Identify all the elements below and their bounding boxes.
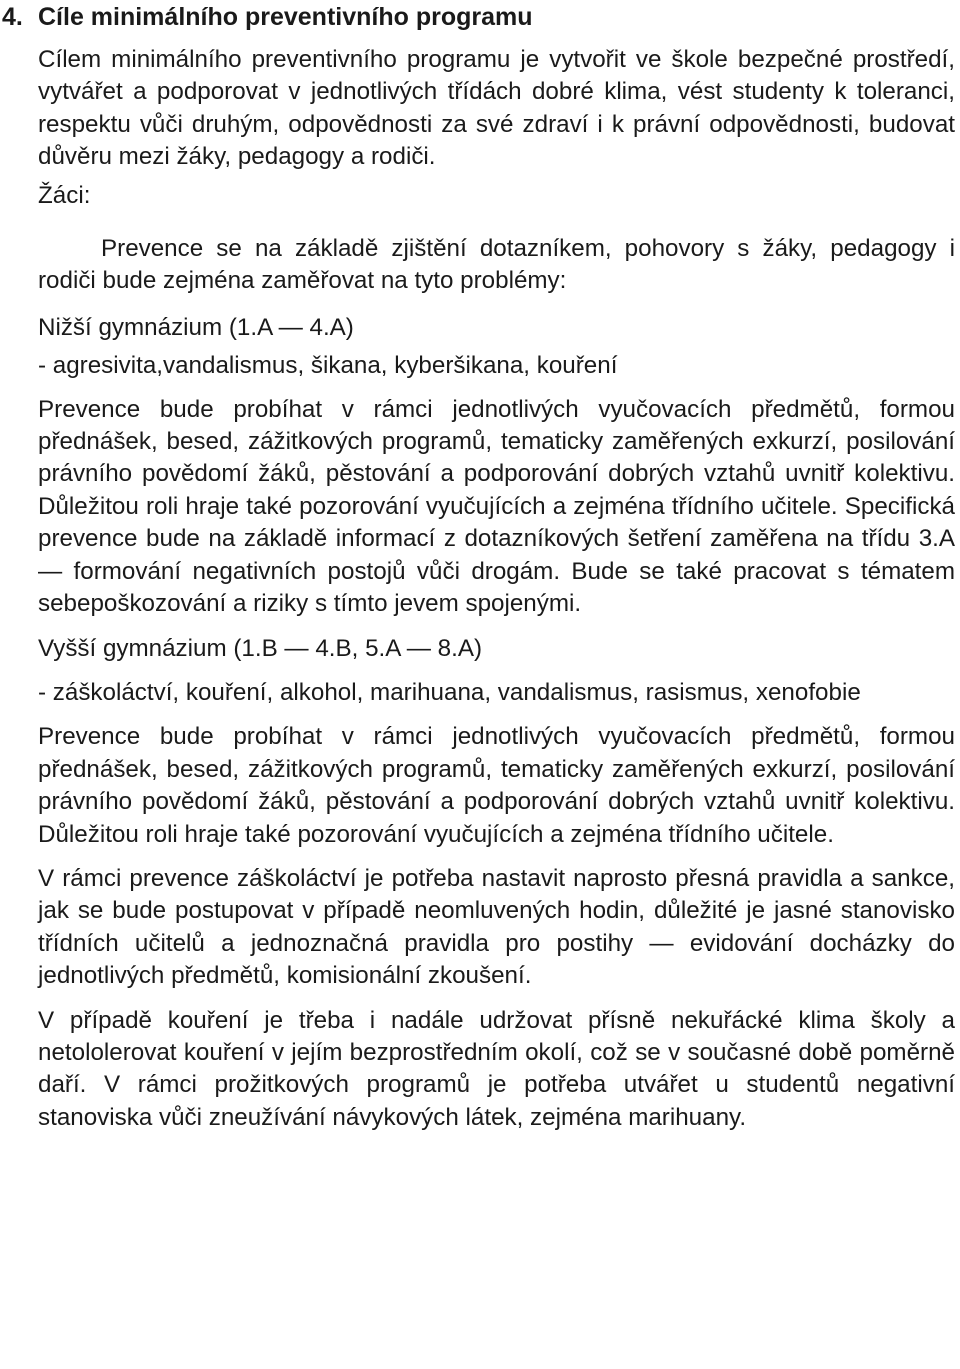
section-heading — [0, 0, 533, 34]
lower-gymnasium-heading: Nižší gymnázium (1.A — 4.A) — [38, 313, 354, 341]
intro-paragraph: Cílem minimálního preventivního programu je vytvořit ve škole bezpečné prostředí, vytvářet a podporovat v jednotlivých třídách dobré klima, vést studenty k toleranci, respektu vůči druhým, odpovědnosti za své zdraví i k právní odpovědnosti, budovat důvěru mezi žáky, pedagogy a rodiči. — [38, 46, 955, 171]
section-title: Cíle minimálního preventivního programu — [38, 3, 533, 31]
prevention-basis-paragraph: Prevence se na základě zjištění dotazníkem, pohovory s žáky, pedagogy i rodiči bude zejména zaměřovat na tyto problémy: — [38, 235, 955, 295]
smoking-paragraph: V případě kouření je třeba i nadále udržovat přísně nekuřácké klima školy a netololerovat kouření v jejím bezprostředním okolí, což se v současné době poměrně daří. V rámci prožitkových programů je potřeba utvářet u studentů negativní stanoviska vůči zneužívání návykových látek, zejména marihuany. — [38, 1006, 955, 1131]
upper-gymnasium-problems: - záškoláctví, kouření, alkohol, marihuana, vandalismus, rasismus, xenofobie — [38, 678, 861, 706]
lower-gymnasium-problems: - agresivita,vandalismus, šikana, kyberšikana, kouření — [38, 352, 618, 380]
section-number: 4. — [2, 3, 23, 31]
upper-gymnasium-heading: Vyšší gymnázium (1.B — 4.B, 5.A — 8.A) — [38, 634, 483, 662]
upper-gymnasium-prevention: Prevence bude probíhat v rámci jednotlivých vyučovacích předmětů, formou přednášek, besed, zážitkových programů, tematicky zaměřených exkurzí, posilování právního povědomí žáků, pěstování a podporování dobrých vztahů uvnitř kolektivu. Důležitou roli hraje také pozorování vyučujících a zejména třídního učitele. — [38, 723, 955, 848]
students-label: Žáci: — [38, 181, 91, 209]
truancy-paragraph: V rámci prevence záškoláctví je potřeba nastavit naprosto přesná pravidla a sankce, jak se bude postupovat v případě neomluvených hodin, důležité je jasné stanovisko třídních učitelů a jednoznačná pravidla pro postihy — evidování docházky do jednotlivých předmětů, komisionální zkoušení. — [38, 864, 955, 990]
lower-gymnasium-prevention: Prevence bude probíhat v rámci jednotlivých vyučovacích předmětů, formou přednášek, besed, zážitkových programů, tematicky zaměřených exkurzí, posilování právního povědomí žáků, pěstování a podporování dobrých vztahů uvnitř kolektivu. Důležitou roli hraje také pozorování vyučujících a zejména třídního učitele. Specifická prevence bude na základě informací z dotazníkových šetření zaměřena na třídu 3.A — formování negativních postojů vůči drogám. Bude se také pracovat s tématem sebepoškozování a riziky s tímto jevem spojenými. — [38, 395, 955, 618]
document-body — [38, 44, 955, 1134]
